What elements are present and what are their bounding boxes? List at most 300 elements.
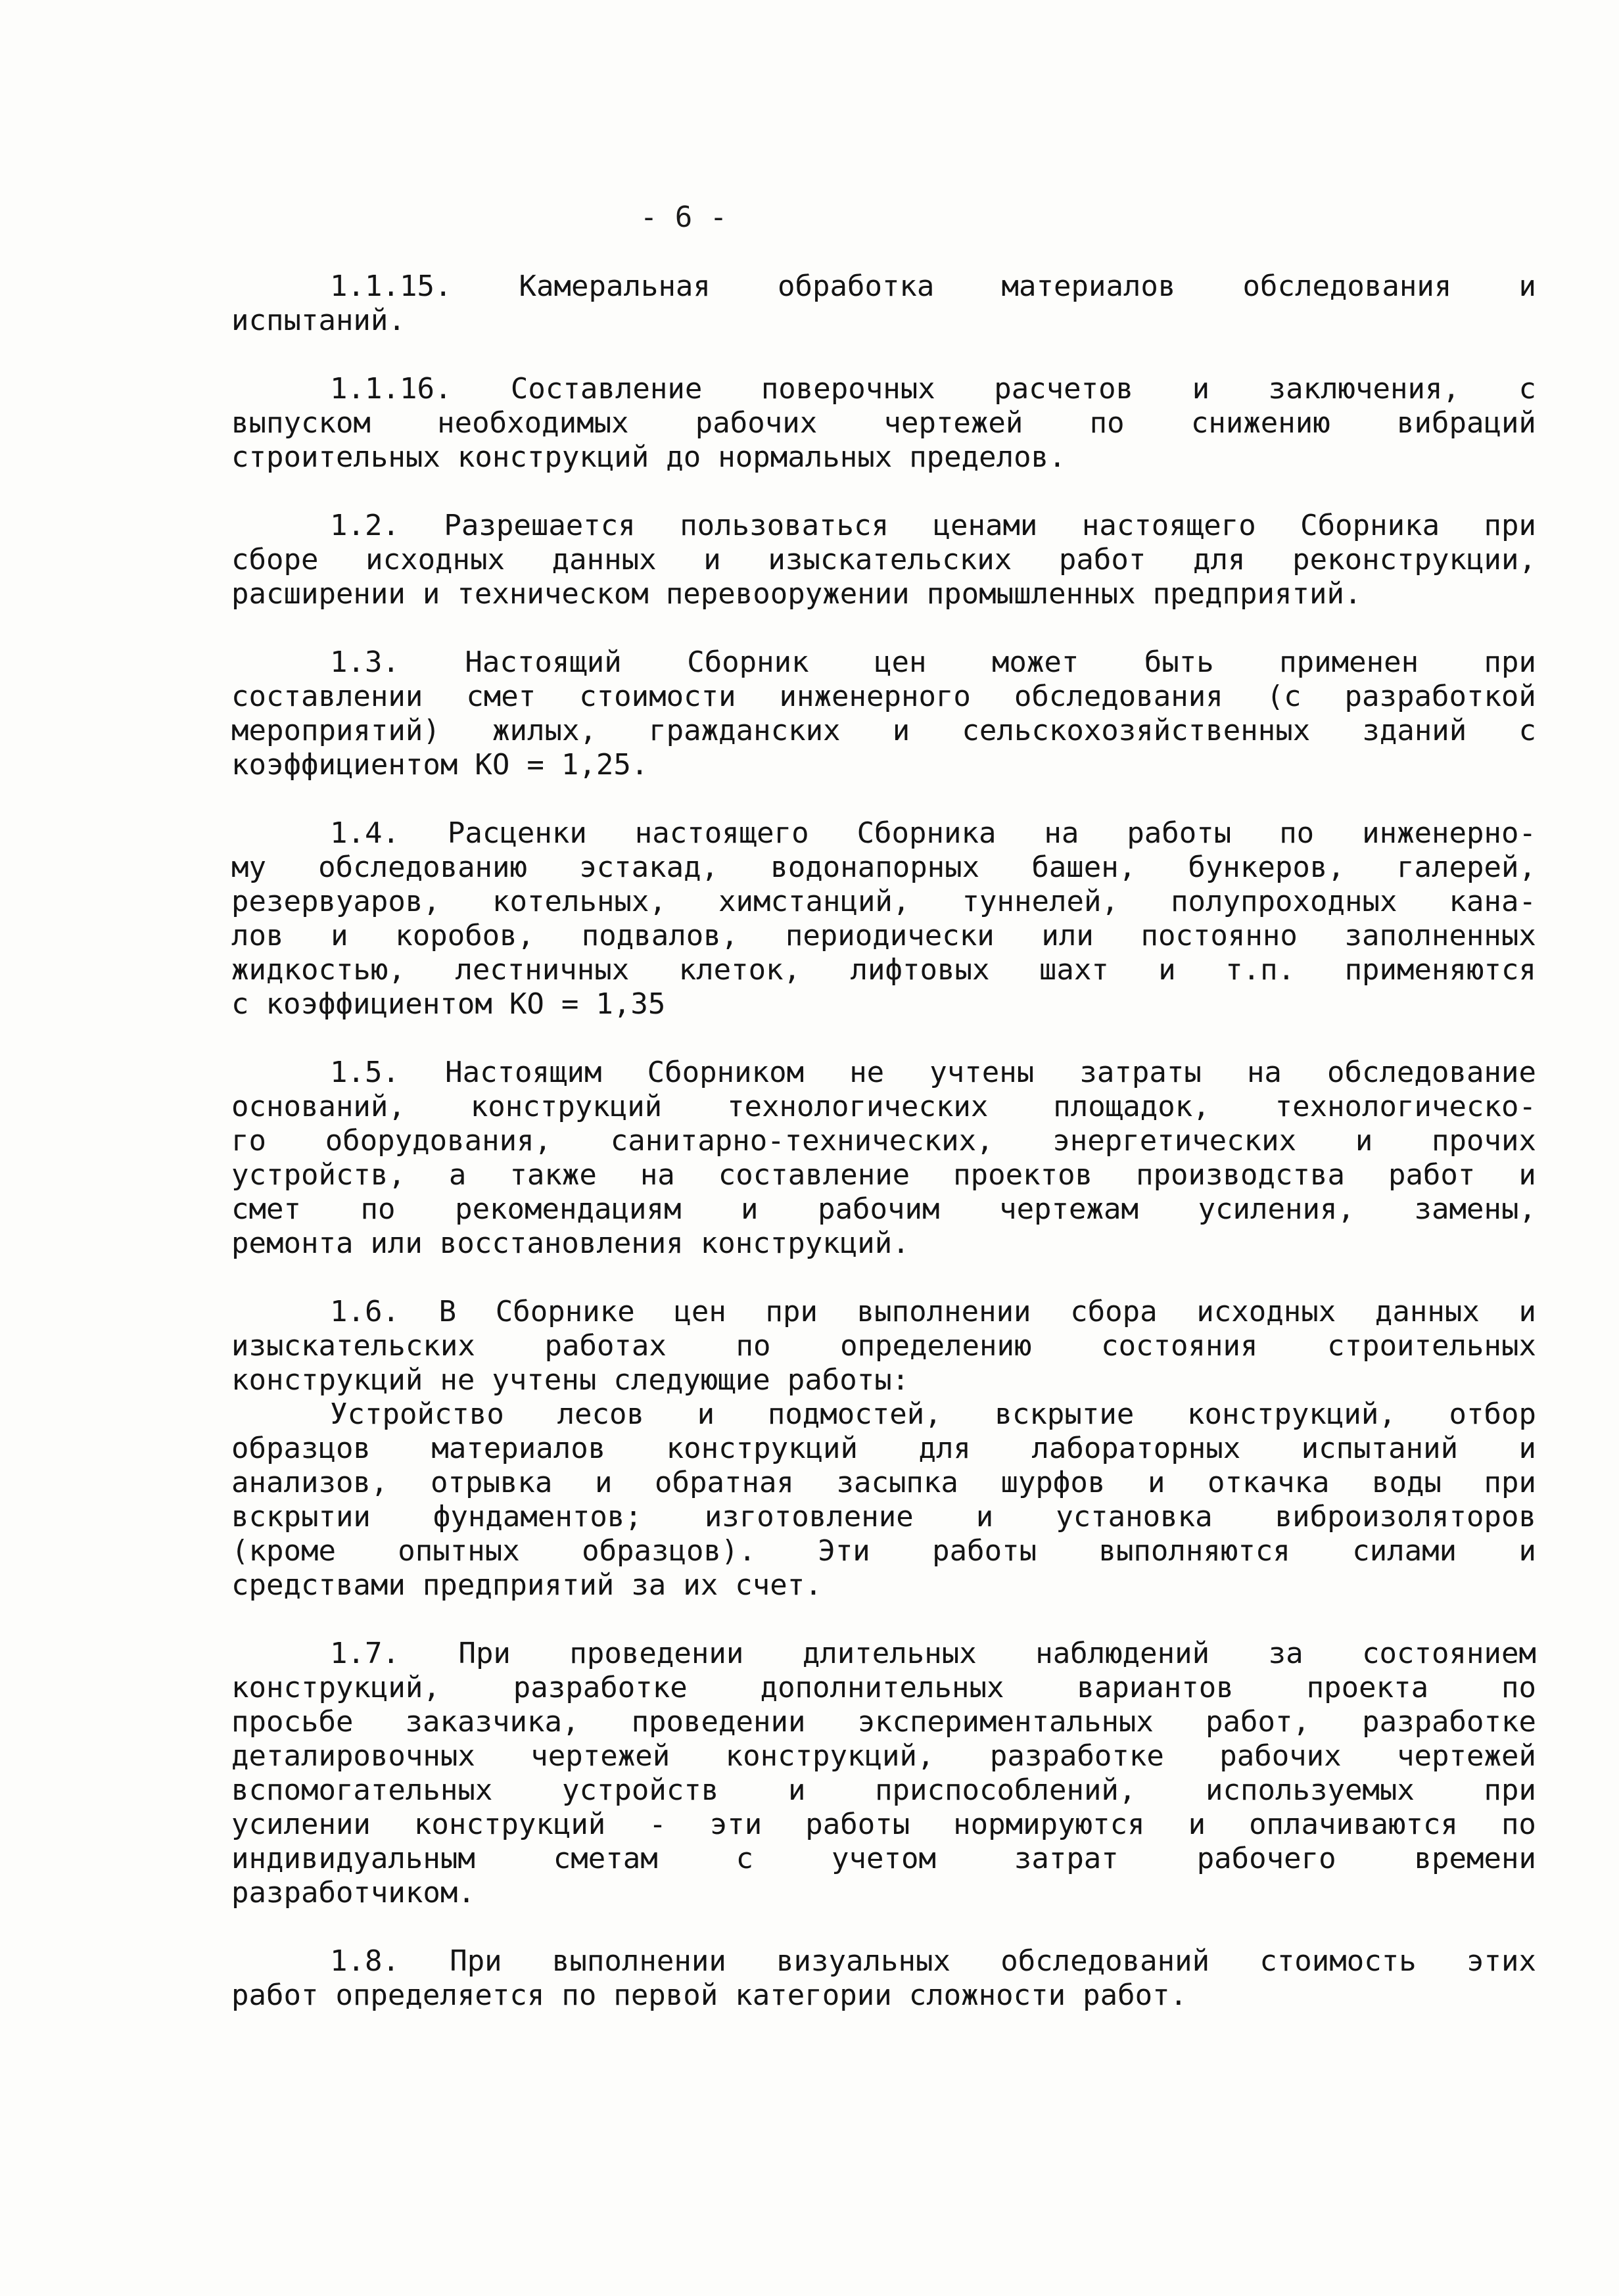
word: затраты — [1079, 1056, 1202, 1089]
word: галерей, — [1397, 851, 1536, 884]
word: расширении — [231, 577, 406, 611]
word: му — [231, 851, 266, 884]
word: воды — [1371, 1466, 1442, 1499]
text-line — [231, 1192, 1536, 1227]
word: с — [1518, 714, 1536, 747]
word: затрат — [1014, 1842, 1119, 1875]
word: Камеральная — [519, 269, 711, 303]
word: строительных — [1327, 1329, 1536, 1363]
word: может — [991, 645, 1079, 679]
text-line — [231, 748, 1536, 782]
word: и — [1192, 372, 1210, 406]
word: вскрытии — [231, 1500, 371, 1534]
word: работы — [805, 1808, 910, 1841]
word: резервуаров, — [231, 885, 440, 918]
word: необходимых — [437, 406, 629, 440]
text-line — [231, 1808, 1536, 1842]
word: чертежей — [883, 406, 1023, 440]
word: КО — [509, 987, 544, 1021]
word: оборудования, — [325, 1124, 552, 1158]
word: работ. — [1083, 1979, 1188, 2012]
word: При — [450, 1944, 502, 1978]
word: зданий — [1362, 714, 1467, 747]
word: восстановления — [439, 1227, 684, 1260]
word: и — [697, 1397, 715, 1431]
word: настоящего — [1081, 509, 1256, 542]
word: предприятий — [422, 1568, 615, 1602]
word: производства — [1136, 1158, 1345, 1192]
word: заполненных — [1344, 919, 1536, 952]
word: клеток, — [678, 953, 801, 987]
paragraph-p1-1-16 — [231, 372, 1536, 475]
text-line — [231, 816, 1536, 851]
word: обработка — [778, 269, 935, 303]
word: не — [849, 1056, 885, 1089]
word: - — [649, 1808, 667, 1841]
word: выпуском — [231, 406, 371, 440]
word: материалов — [431, 1432, 606, 1465]
word: башен, — [1031, 851, 1137, 884]
text-line — [231, 1124, 1536, 1158]
word: Расценки — [447, 816, 587, 850]
word: лабораторных — [1031, 1432, 1241, 1465]
word: следующие — [613, 1363, 770, 1397]
text-line — [231, 1979, 1536, 2013]
word: категории — [735, 1979, 892, 2012]
word: вскрытие — [995, 1397, 1135, 1431]
word: чертежей — [530, 1739, 670, 1773]
word: усилении — [231, 1808, 371, 1841]
word: нормальных — [718, 440, 893, 474]
word: и — [741, 1192, 759, 1226]
word: Устройство — [330, 1397, 504, 1431]
word: приспособлений, — [875, 1773, 1137, 1807]
word: усиления, — [1198, 1192, 1355, 1226]
word: шурфов — [1000, 1466, 1106, 1499]
word: с — [231, 987, 249, 1021]
text-line — [231, 680, 1536, 714]
word: проектов — [953, 1158, 1093, 1192]
word: В — [438, 1295, 457, 1328]
word: Сборник — [687, 645, 809, 679]
word: и — [1518, 1295, 1536, 1328]
word: по — [1501, 1808, 1536, 1841]
word: используемых — [1206, 1773, 1415, 1807]
text-line — [231, 1739, 1536, 1773]
word: и — [1158, 953, 1176, 987]
paragraph-p1-6 — [231, 1295, 1536, 1603]
word: 1.8. — [330, 1944, 400, 1978]
word: цен — [674, 1295, 726, 1328]
word: для — [1193, 543, 1246, 576]
word: подмостей, — [767, 1397, 942, 1431]
word: разработкой — [1344, 680, 1536, 713]
word: стоимость — [1259, 1944, 1417, 1978]
word: состояния — [1101, 1329, 1258, 1363]
word: счет. — [735, 1568, 822, 1602]
word: сложности — [908, 1979, 1066, 2012]
word: промышленных — [926, 577, 1136, 611]
word: периодически — [785, 919, 995, 952]
word: 1.1.16. — [330, 372, 452, 406]
word: мероприятий) — [231, 714, 440, 747]
word: разработке — [1362, 1705, 1536, 1739]
word: на — [640, 1158, 675, 1192]
word: на — [1246, 1056, 1282, 1089]
text-line — [231, 372, 1536, 406]
word: этих — [1466, 1944, 1536, 1978]
word: реконструкции, — [1292, 543, 1536, 576]
word: инженерного — [779, 680, 971, 713]
word: заключения, — [1268, 372, 1460, 406]
word: состоянием — [1362, 1637, 1536, 1670]
text-line — [231, 714, 1536, 748]
page-number: - 6 - — [640, 200, 728, 234]
word: или — [370, 1227, 423, 1260]
word: не — [440, 1363, 475, 1397]
word: проведении — [631, 1705, 806, 1739]
word: водонапорных — [770, 851, 980, 884]
word: 1.6. — [330, 1295, 400, 1328]
word: конструкций, — [1186, 1397, 1396, 1431]
text-line — [231, 543, 1536, 577]
word: КО — [475, 748, 510, 782]
paragraph-p1-2 — [231, 509, 1536, 611]
word: проведении — [569, 1637, 744, 1670]
word: и — [892, 714, 910, 747]
word: строительных — [231, 440, 440, 474]
word: с — [736, 1842, 754, 1875]
word: (с — [1266, 680, 1302, 713]
word: сбора — [1070, 1295, 1158, 1328]
word: и — [422, 577, 440, 611]
text-line — [231, 304, 1536, 338]
word: устройств, — [231, 1158, 406, 1192]
word: пределов. — [909, 440, 1066, 474]
word: работ — [231, 1979, 319, 2012]
word: нормируются — [953, 1808, 1145, 1841]
word: разработке — [989, 1739, 1164, 1773]
word: эти — [709, 1808, 763, 1841]
word: до — [666, 440, 701, 474]
word: данных — [1374, 1295, 1480, 1328]
word: выполняются — [1098, 1534, 1290, 1568]
word: прочих — [1432, 1124, 1536, 1158]
word: обследования — [1242, 269, 1452, 303]
word: котельных, — [492, 885, 667, 918]
word: материалов — [1001, 269, 1176, 303]
word: расчетов — [994, 372, 1134, 406]
text-line — [231, 406, 1536, 440]
word: заказчика, — [405, 1705, 580, 1739]
word: вибраций — [1397, 406, 1536, 440]
word: работ — [1388, 1158, 1476, 1192]
word: анализов, — [231, 1466, 388, 1499]
paragraph-p1-5 — [231, 1056, 1536, 1261]
word: оплачиваются — [1249, 1808, 1458, 1841]
word: или — [1041, 919, 1094, 952]
word: времени — [1414, 1842, 1536, 1875]
word: пользоваться — [680, 509, 889, 542]
word: быть — [1144, 645, 1214, 679]
word: средствами — [231, 1568, 406, 1602]
word: исходных — [365, 543, 505, 576]
word: при — [1484, 1773, 1536, 1807]
word: конструкций — [470, 1090, 663, 1123]
word: разработке — [513, 1671, 688, 1704]
text-line — [231, 577, 1536, 611]
word: работы: — [787, 1363, 910, 1397]
word: работах — [544, 1329, 667, 1363]
word: жидкостью, — [231, 953, 406, 987]
word: наблюдений — [1035, 1637, 1210, 1670]
word: стоимости — [579, 680, 736, 713]
word: конструкций — [231, 1363, 423, 1397]
text-line — [231, 1876, 1536, 1910]
text-line — [231, 269, 1536, 304]
word: и — [975, 1500, 994, 1534]
text-line — [231, 645, 1536, 680]
word: поверочных — [761, 372, 935, 406]
word: образцов — [231, 1432, 371, 1465]
text-line — [231, 1397, 1536, 1432]
word: рабочих — [1219, 1739, 1342, 1773]
word: отрывка — [430, 1466, 553, 1499]
word: на — [1044, 816, 1079, 850]
word: ремонта — [231, 1227, 354, 1260]
word: оснований, — [231, 1090, 406, 1123]
word: при — [1484, 1466, 1536, 1499]
word: Сборнике — [495, 1295, 635, 1328]
text-line — [231, 440, 1536, 475]
paragraph-p1-4 — [231, 816, 1536, 1021]
word: полупроходных — [1171, 885, 1397, 918]
word: обратная — [655, 1466, 794, 1499]
word: с — [1518, 372, 1536, 406]
word: для — [918, 1432, 971, 1465]
word: 1.1.15. — [330, 269, 452, 303]
word: и — [594, 1466, 613, 1499]
word: предприятий. — [1152, 577, 1362, 611]
word: просьбе — [231, 1705, 354, 1739]
word: рабочим — [818, 1192, 940, 1226]
word: работ — [1058, 543, 1146, 576]
text-line — [231, 1363, 1536, 1397]
word: Сборника — [856, 816, 997, 850]
word: 1.3. — [330, 645, 400, 679]
word: = — [527, 748, 544, 782]
text-line — [231, 1568, 1536, 1603]
paragraph-p1-1-15 — [231, 269, 1536, 338]
word: применен — [1279, 645, 1419, 679]
word: инженерно- — [1362, 816, 1536, 850]
word: и — [1518, 1534, 1536, 1568]
word: жилых, — [492, 714, 597, 747]
word: сметам — [553, 1842, 658, 1875]
word: вспомогательных — [231, 1773, 493, 1807]
word: Сборника — [1300, 509, 1440, 542]
word: изготовление — [704, 1500, 914, 1534]
word: и — [1518, 269, 1536, 303]
word: по — [360, 1192, 396, 1226]
word: лов — [231, 919, 284, 952]
word: обследования — [1014, 680, 1223, 713]
word: Настоящий — [465, 645, 622, 679]
word: чертежам — [999, 1192, 1138, 1226]
word: составление — [718, 1158, 910, 1192]
word: опытных — [398, 1534, 520, 1568]
word: обследованию — [318, 851, 528, 884]
text-line — [231, 1158, 1536, 1192]
word: исходных — [1196, 1295, 1336, 1328]
word: испытаний — [1301, 1432, 1459, 1465]
word: дополнительных — [760, 1671, 1004, 1704]
word: учетом — [832, 1842, 936, 1875]
word: конструкций — [457, 440, 649, 474]
word: 1.2. — [330, 509, 400, 542]
text-line — [231, 1432, 1536, 1466]
text-line — [231, 1329, 1536, 1363]
text-line — [231, 919, 1536, 953]
word: определяется — [335, 1979, 545, 2012]
word: конструкций, — [725, 1739, 935, 1773]
word: 1.5. — [330, 1056, 400, 1089]
word: выполнении — [856, 1295, 1031, 1328]
word: по — [1501, 1671, 1536, 1704]
text-line — [231, 953, 1536, 987]
word: и — [331, 919, 348, 952]
word: установка — [1056, 1500, 1213, 1534]
word: 1.7. — [330, 1637, 400, 1670]
word: устройств — [561, 1773, 719, 1807]
word: учтены — [929, 1056, 1035, 1089]
word: а — [448, 1158, 467, 1192]
word: шахт — [1039, 953, 1109, 987]
word: т.п. — [1225, 953, 1296, 987]
word: смет — [231, 1192, 301, 1226]
word: коэффициентом — [231, 748, 458, 782]
text-line — [231, 1466, 1536, 1500]
word: сборе — [231, 543, 319, 576]
word: бункеров, — [1188, 851, 1345, 884]
text-line — [231, 1090, 1536, 1124]
text-line — [231, 885, 1536, 919]
word: рабочих — [695, 406, 818, 440]
text-line — [231, 1705, 1536, 1739]
word: лифтовых — [850, 953, 990, 987]
word: энергетических — [1052, 1124, 1297, 1158]
word: коробов, — [395, 919, 535, 952]
word: техническом — [457, 577, 649, 611]
word: проекта — [1306, 1671, 1429, 1704]
word: конструкций — [666, 1432, 858, 1465]
text-line — [231, 1227, 1536, 1261]
word: конструкций — [413, 1808, 606, 1841]
word: сельскохозяйственных — [962, 714, 1311, 747]
word: также — [509, 1158, 597, 1192]
text-line — [231, 1773, 1536, 1808]
word: конструкций, — [231, 1671, 440, 1704]
word: технологических — [727, 1090, 989, 1123]
word: отбор — [1449, 1397, 1536, 1431]
word: санитарно-технических, — [610, 1124, 994, 1158]
text-line — [231, 1842, 1536, 1876]
word: рабочего — [1196, 1842, 1336, 1875]
word: и — [1355, 1124, 1373, 1158]
word: Составление — [510, 372, 703, 406]
word: при — [1484, 509, 1536, 542]
word: деталировочных — [231, 1739, 475, 1773]
word: технологическо- — [1275, 1090, 1536, 1123]
word: Сборником — [647, 1056, 805, 1089]
word: перевооружении — [665, 577, 910, 611]
word: кана- — [1449, 885, 1536, 918]
word: при — [765, 1295, 818, 1328]
word: Разрешается — [444, 509, 636, 542]
word: чертежей — [1397, 1739, 1536, 1773]
text-line — [231, 1295, 1536, 1329]
word: эстакад, — [579, 851, 719, 884]
text-line — [231, 1056, 1536, 1090]
word: ценами — [933, 509, 1038, 542]
word: разработчиком. — [231, 1876, 475, 1909]
word: засыпка — [836, 1466, 958, 1499]
word: и — [1147, 1466, 1165, 1499]
word: конструкций. — [700, 1227, 910, 1260]
text-line — [231, 987, 1536, 1021]
word: коэффициентом — [266, 987, 492, 1021]
word: определению — [840, 1329, 1032, 1363]
word: замены, — [1414, 1192, 1536, 1226]
word: туннелей, — [962, 885, 1119, 918]
word: по — [1279, 816, 1315, 850]
word: смет — [466, 680, 536, 713]
word: обследований — [1000, 1944, 1210, 1978]
word: выполнении — [551, 1944, 726, 1978]
word: Настоящим — [445, 1056, 602, 1089]
word: вариантов — [1077, 1671, 1234, 1704]
paragraph-p1-3 — [231, 645, 1536, 782]
text-line — [231, 851, 1536, 885]
word: лесов — [557, 1397, 645, 1431]
word: применяются — [1344, 953, 1536, 987]
text-line — [231, 1671, 1536, 1705]
word: площадок, — [1053, 1090, 1210, 1123]
word: откачка — [1208, 1466, 1330, 1499]
word: экспериментальных — [857, 1705, 1154, 1739]
word: при — [1484, 645, 1536, 679]
word: образцов). — [582, 1534, 756, 1568]
word: химстанций, — [718, 885, 910, 918]
word: силами — [1352, 1534, 1457, 1568]
document-body — [231, 269, 1536, 2047]
word: первой — [613, 1979, 718, 2012]
word: их — [683, 1568, 718, 1602]
word: работы — [932, 1534, 1037, 1568]
word: обследование — [1327, 1056, 1536, 1089]
word: виброизоляторов — [1275, 1500, 1536, 1534]
word: = — [561, 987, 579, 1021]
word: снижению — [1190, 406, 1330, 440]
word: и — [787, 1773, 806, 1807]
word: 1,25. — [561, 748, 649, 782]
word: и — [1518, 1158, 1536, 1192]
word: (кроме — [231, 1534, 336, 1568]
paragraph-p1-7 — [231, 1637, 1536, 1910]
word: работы — [1127, 816, 1232, 850]
word: лестничных — [455, 953, 630, 987]
word: гражданских — [649, 714, 841, 747]
